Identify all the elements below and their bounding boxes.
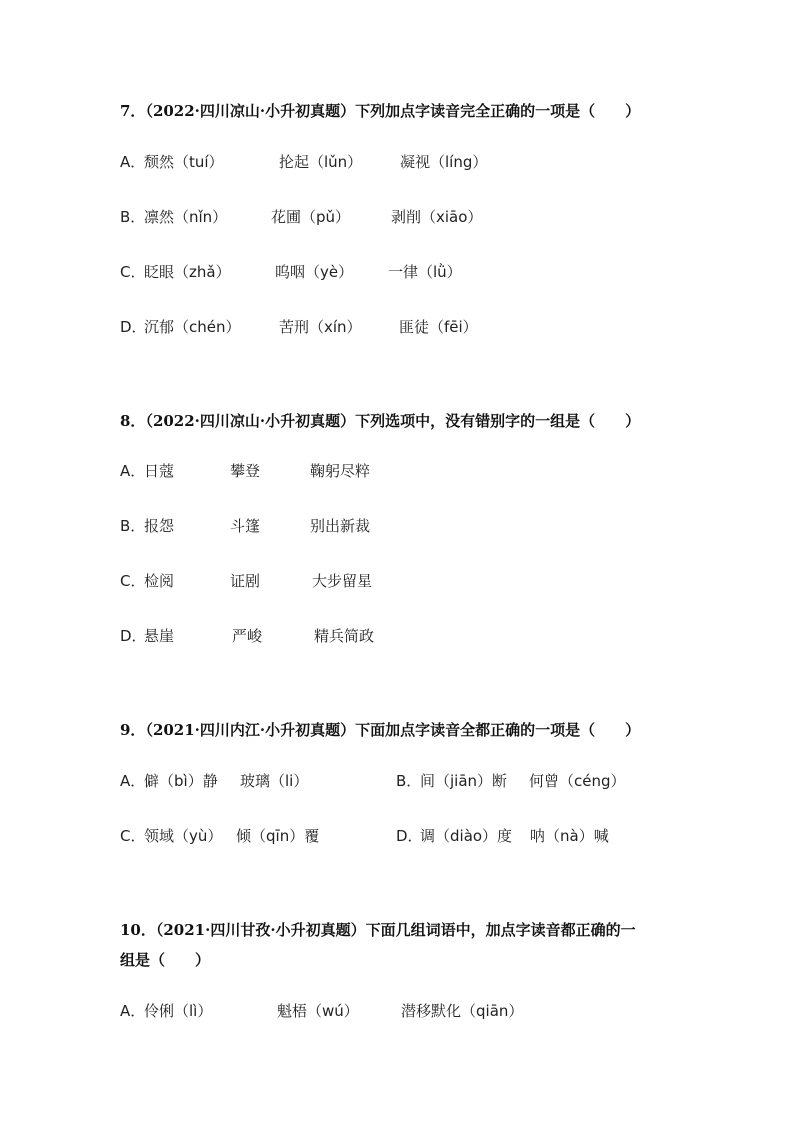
option-letter: D． bbox=[120, 627, 147, 645]
option-item: 证剧 bbox=[230, 572, 261, 590]
question-stem-continued: 组是（ ） bbox=[120, 951, 211, 969]
question-number: 10． bbox=[120, 921, 156, 939]
option-item: 魁梧（wú） bbox=[277, 1002, 359, 1020]
option-item: 报怨 bbox=[144, 517, 175, 535]
option-item: 眨眼（zhǎ） bbox=[144, 263, 231, 281]
option-letter: A． bbox=[120, 153, 146, 171]
option-item: 玻璃（li） bbox=[240, 772, 309, 790]
option-item: 花圃（pǔ） bbox=[271, 208, 351, 226]
option-item: 大步留星 bbox=[312, 572, 373, 590]
option-item: 颓然（tuí） bbox=[144, 153, 224, 171]
option-letter: A． bbox=[120, 1002, 146, 1020]
option-letter: C． bbox=[120, 572, 146, 590]
question-stem: 下面加点字读音全都正确的一项是（ ） bbox=[355, 721, 641, 739]
option-item: 斗篷 bbox=[230, 517, 261, 535]
option-item: 倾（qīn）覆 bbox=[236, 827, 320, 845]
question-10-title-line-2 bbox=[120, 949, 210, 970]
option-item: 严峻 bbox=[232, 627, 263, 645]
option-item: 僻（bì）静 bbox=[144, 772, 218, 790]
question-number: 9． bbox=[120, 721, 146, 739]
option-item: 精兵简政 bbox=[314, 627, 375, 645]
question-10-title bbox=[120, 919, 636, 940]
option-item: 呜咽（yè） bbox=[275, 263, 354, 281]
option-item: 沉郁（chén） bbox=[144, 318, 241, 336]
question-source: （2022·四川凉山·小升初真题） bbox=[145, 412, 356, 430]
option-item: 攀登 bbox=[230, 462, 261, 480]
option-item: 潜移默化（qiān） bbox=[401, 1002, 524, 1020]
question-number: 7． bbox=[120, 102, 146, 120]
option-item: 呐（nà）喊 bbox=[530, 827, 609, 845]
option-item: 苦刑（xín） bbox=[279, 318, 362, 336]
option-item: 何曾（céng） bbox=[529, 772, 626, 790]
question-source: （2021·四川甘孜·小升初真题） bbox=[155, 921, 366, 939]
option-letter: B． bbox=[120, 208, 146, 226]
option-item: 一律（lǜ） bbox=[388, 263, 462, 281]
question-source: （2022·四川凉山·小升初真题） bbox=[145, 102, 356, 120]
question-stem: 下列选项中，没有错别字的一组是（ ） bbox=[355, 412, 641, 430]
option-letter: C． bbox=[120, 263, 146, 281]
question-stem: 下列加点字读音完全正确的一项是（ ） bbox=[355, 102, 641, 120]
question-7-title bbox=[120, 100, 640, 121]
option-item: 别出新裁 bbox=[310, 517, 371, 535]
option-item: 剥削（xiāo） bbox=[391, 208, 483, 226]
option-item: 抡起（lǔn） bbox=[279, 153, 363, 171]
option-item: 检阅 bbox=[144, 572, 175, 590]
option-item: 凛然（nǐn） bbox=[144, 208, 228, 226]
option-item: 伶俐（lì） bbox=[144, 1002, 213, 1020]
option-item: 间（jiān）断 bbox=[420, 772, 508, 790]
question-8-title bbox=[120, 410, 640, 431]
question-9-title bbox=[120, 719, 640, 740]
option-item: 匪徒（fēi） bbox=[399, 318, 478, 336]
question-number: 8． bbox=[120, 412, 146, 430]
option-item: 凝视（líng） bbox=[400, 153, 488, 171]
option-item: 领域（yù） bbox=[144, 827, 223, 845]
option-letter: C． bbox=[120, 827, 146, 845]
option-letter: D． bbox=[120, 318, 147, 336]
option-letter: A． bbox=[120, 462, 146, 480]
option-letter: B． bbox=[396, 772, 422, 790]
question-source: （2021·四川内江·小升初真题） bbox=[145, 721, 356, 739]
option-letter: B． bbox=[120, 517, 146, 535]
option-item: 调（diào）度 bbox=[420, 827, 513, 845]
option-item: 悬崖 bbox=[144, 627, 175, 645]
option-letter: A． bbox=[120, 772, 146, 790]
option-item: 日蔻 bbox=[144, 462, 175, 480]
option-letter: D． bbox=[396, 827, 423, 845]
option-item: 鞠躬尽粹 bbox=[310, 462, 371, 480]
question-stem: 下面几组词语中，加点字读音都正确的一 bbox=[365, 921, 636, 939]
